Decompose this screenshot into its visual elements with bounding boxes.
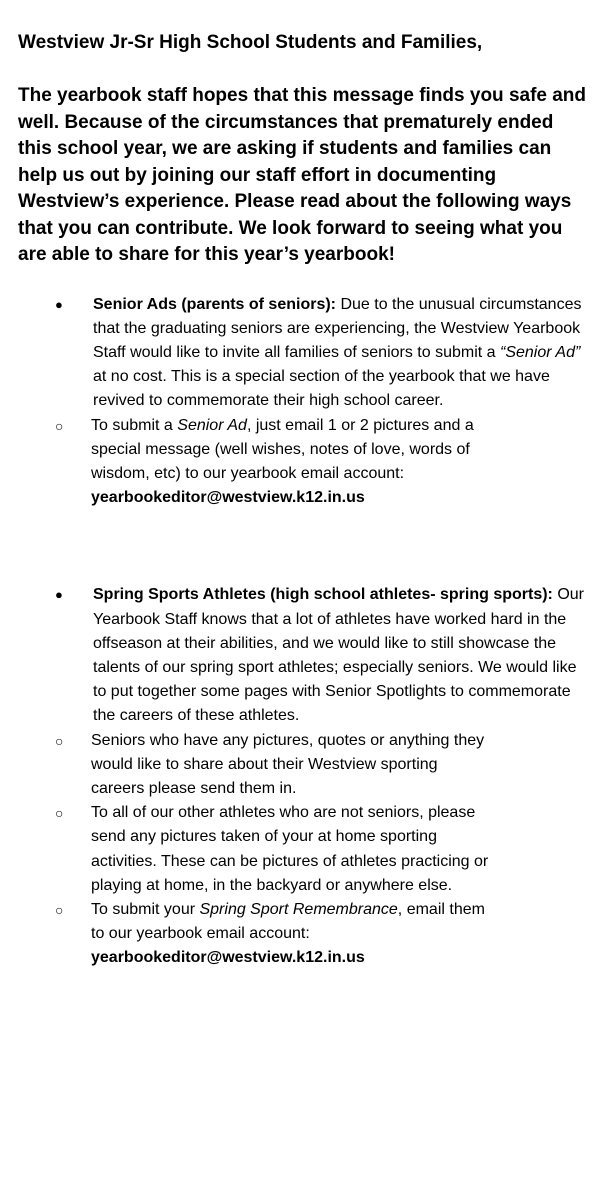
senior-ads-section — [55, 293, 593, 414]
senior-ads-sub-post: , just email 1 or 2 pictures and a special message (well wishes, notes of love, words of wisdom, etc) to our yearbook email account: — [91, 416, 474, 482]
greeting-heading: Westview Jr-Sr High School Students and Families, — [18, 32, 483, 53]
spring-sports-sub-3-pre: To submit your — [91, 900, 200, 918]
senior-ads-sub-list — [55, 414, 491, 511]
spring-sports-title: Spring Sports Athletes (high school athletes- spring sports): — [93, 586, 553, 604]
senior-ads-sub-pre: To submit a — [91, 416, 178, 434]
hollow-bullet-icon: ○ — [55, 732, 64, 749]
bullet-icon: ● — [55, 296, 63, 312]
spring-sports-sub-1: Seniors who have any pictures, quotes or anything they would like to share about their Westview sporting careers please send them in. — [91, 731, 485, 797]
senior-ads-sub-em: Senior Ad — [177, 416, 247, 434]
spring-sports-sub-2: To all of our other athletes who are not seniors, please send any pictures taken of your at home sporting activities. These can be pictures of athletes practicing or playing at home, in the backyard or anywhere else. — [91, 804, 489, 894]
senior-ads-body-1: Due to the unusual circumstances that the graduating seniors are experiencing, the Westview Yearbook Staff would like to invite all families of seniors to submit a — [93, 295, 582, 361]
senior-ads-title: Senior Ads (parents of seniors): — [93, 295, 336, 313]
hollow-bullet-icon: ○ — [55, 805, 64, 822]
list-item — [55, 729, 491, 802]
spring-sports-sub-list — [55, 729, 491, 971]
section-spacer — [18, 510, 592, 583]
list-item — [55, 801, 491, 898]
spring-sports-email: yearbookeditor@westview.k12.in.us — [91, 949, 365, 967]
senior-ads-body-2: at no cost. This is a special section of the yearbook that we have revived to commemorate their high school career. — [93, 368, 550, 410]
intro-paragraph: The yearbook staff hopes that this message finds you safe and well. Because of the circumstances that prematurely ended this school year, we are asking if students and families can help us out by joining our staff effort in documenting Westview’s experience. Please read about the following ways that you can contribute. We look forward to seeing what you are able to share for this year’s yearbook! — [18, 85, 587, 265]
hollow-bullet-icon: ○ — [55, 417, 64, 434]
bullet-icon: ● — [55, 587, 63, 603]
spring-sports-section — [55, 583, 593, 728]
spring-sports-sub-3-em: Spring Sport Remembrance — [199, 900, 398, 918]
list-item — [55, 414, 491, 511]
spring-sports-body: Our Yearbook Staff knows that a lot of athletes have worked hard in the offseason at their abilities, and we would like to still showcase the talents of our spring sport athletes; especially seniors. We would like to put together some pages with Senior Spotlights to commemorate the careers of these athletes. — [93, 586, 585, 725]
senior-ads-body-em: “Senior Ad” — [500, 343, 581, 361]
hollow-bullet-icon: ○ — [55, 901, 64, 918]
spring-sports-sub-3-post: , email them to our yearbook email account: — [91, 900, 485, 943]
senior-ads-email: yearbookeditor@westview.k12.in.us — [91, 489, 365, 507]
list-item — [55, 898, 491, 971]
